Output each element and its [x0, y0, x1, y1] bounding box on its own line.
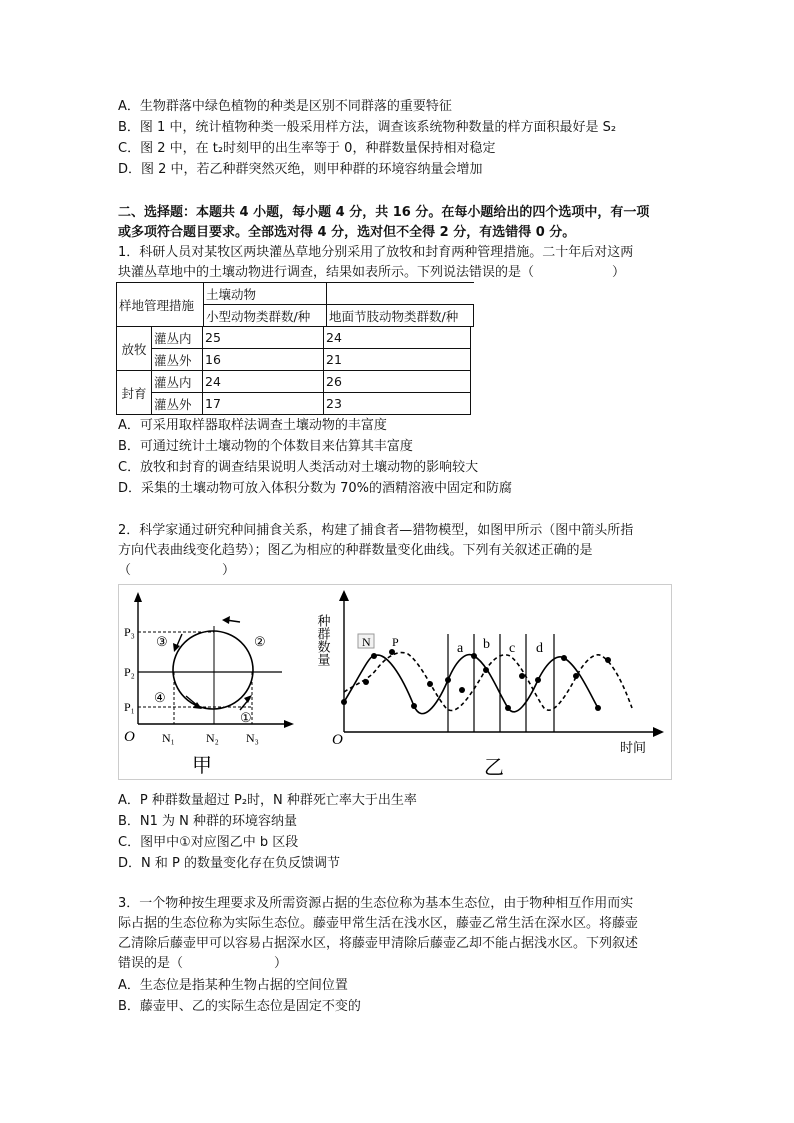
yi-y-arrow: [339, 590, 349, 601]
jia-tick-n1: N₁: [162, 731, 175, 745]
prev-option-c: C．图 2 中，在 t₂时刻甲的出生率等于 0，种群数量保持相对稳定: [118, 141, 496, 156]
diagram-jia: [124, 592, 294, 777]
prev-option-d: D．图 2 中，若乙种群突然灭绝，则甲种群的环境容纳量会增加: [118, 162, 483, 177]
q1-option-b: B．可通过统计土壤动物的个体数目来估算其丰富度: [118, 439, 413, 454]
q2-option-c: C．图甲中①对应图乙中 b 区段: [118, 835, 299, 850]
q1-option-c: C．放牧和封育的调查结果说明人类活动对土壤动物的影响较大: [118, 460, 479, 475]
jia-tick-p2: P₂: [124, 665, 135, 679]
jia-tick-p3: P₃: [124, 625, 135, 639]
table-group-enclosure: 封育: [117, 371, 152, 415]
jia-marker-2: ②: [254, 634, 266, 649]
q1-table: [116, 282, 474, 327]
table-cell-pos: 灌丛内: [152, 327, 203, 349]
yi-x-arrow: [653, 727, 664, 737]
jia-cycle-ellipse: [173, 631, 253, 709]
table-cell-v1: 25: [203, 327, 324, 349]
q2-option-b: B．N1 为 N 种群的环境容纳量: [118, 814, 298, 829]
q3-option-b: B．藤壶甲、乙的实际生态位是固定不变的: [118, 999, 361, 1014]
q1-stem-line2: 块灌丛草地中的土壤动物进行调查，结果如表所示。下列说法错误的是（ ）: [118, 265, 626, 280]
q3-stem-line2: 际占据的生态位称为实际生态位。藤壶甲常生活在浅水区，藤壶乙常生活在深水区。将藤壶: [118, 916, 639, 931]
section-heading-line1: 二、选择题：本题共 4 小题，每小题 4 分，共 16 分。在每小题给出的四个选项中，有一项: [118, 205, 650, 220]
table-header-col1: 小型动物类群数/种: [204, 305, 327, 327]
q3-stem-line4: 错误的是（ ）: [118, 956, 288, 971]
q2-option-a: A．P 种群数量超过 P₂时，N 种群死亡率大于出生率: [118, 793, 417, 808]
q3-option-a: A．生态位是指某种生物占据的空间位置: [118, 978, 348, 993]
yi-xlabel: 时间: [620, 740, 647, 755]
table-header-col2: 地面节肢动物类群数/种: [327, 305, 474, 327]
table-cell-v2: 24: [324, 327, 471, 349]
jia-origin: O: [124, 729, 135, 745]
q1-option-d: D．采集的土壤动物可放入体积分数为 70%的酒精溶液中固定和防腐: [118, 481, 513, 496]
q3-stem-line3: 乙清除后藤壶甲可以容易占据深水区，将藤壶甲清除后藤壶乙却不能占据浅水区。下列叙述: [118, 936, 639, 951]
yi-seg-c: c: [509, 641, 516, 656]
table-cell-v2: 23: [324, 393, 471, 415]
yi-seg-b: b: [483, 637, 490, 652]
yi-ylabel: 种群数量: [315, 614, 331, 666]
q2-figure: [118, 584, 672, 780]
q1-table-body: [116, 326, 471, 415]
yi-legend-n: N: [362, 635, 371, 649]
jia-marker-1: ①: [240, 710, 252, 725]
jia-marker-3: ③: [156, 634, 168, 649]
table-cell-pos: 灌丛内: [152, 371, 203, 393]
yi-origin: O: [332, 732, 343, 748]
q2-stem-line1: 2．科学家通过研究种间捕食关系，构建了捕食者—猎物模型，如图甲所示（图中箭头所指: [118, 523, 634, 538]
q2-option-d: D．N 和 P 的数量变化存在负反馈调节: [118, 856, 340, 871]
diagram-yi: [316, 590, 665, 779]
table-cell-pos: 灌丛外: [152, 349, 203, 371]
yi-curve-n: [344, 655, 598, 714]
yi-seg-d: d: [536, 641, 543, 656]
jia-caption: 甲: [192, 755, 212, 777]
table-cell-v2: 26: [324, 371, 471, 393]
prev-option-b: B．图 1 中，统计植物种类一般采用样方法，调查该系统物种数量的样方面积最好是 S₂: [118, 120, 617, 135]
jia-tick-p1: P₁: [124, 700, 135, 714]
table-header-measure: 样地管理措施: [117, 283, 204, 327]
section-heading-line2: 或多项符合题目要求。全部选对得 4 分，选对但不全得 2 分，有选错得 0 分。: [118, 225, 576, 240]
table-group-grazing: 放牧: [117, 327, 152, 371]
jia-x-arrow: [284, 720, 294, 728]
table-cell-v2: 21: [324, 349, 471, 371]
q2-stem-line2: 方向代表曲线变化趋势）；图乙为相应的种群数量变化曲线。下列有关叙述正确的是: [118, 543, 593, 558]
table-header-group: 土壤动物: [204, 283, 327, 305]
jia-tick-n3: N₃: [246, 731, 259, 745]
yi-legend-p: P: [392, 635, 399, 649]
jia-y-arrow: [134, 592, 142, 602]
q1-option-a: A．可采用取样器取样法调查土壤动物的丰富度: [118, 418, 387, 433]
yi-dots: [341, 649, 611, 711]
yi-seg-a: a: [457, 641, 464, 656]
table-cell-v1: 16: [203, 349, 324, 371]
q1-stem-line1: 1．科研人员对某牧区两块灌丛草地分别采用了放牧和封育两种管理措施。二十年后对这两: [118, 245, 634, 260]
table-cell-v1: 17: [203, 393, 324, 415]
table-cell-v1: 24: [203, 371, 324, 393]
yi-curve-p: [344, 653, 632, 711]
yi-caption: 乙: [484, 757, 504, 779]
q3-stem-line1: 3．一个物种按生理要求及所需资源占据的生态位称为基本生态位，由于物种相互作用而实: [118, 896, 634, 911]
q2-stem-line3: （ ）: [118, 563, 236, 578]
prev-option-a: A．生物群落中绿色植物的种类是区别不同群落的重要特征: [118, 99, 452, 114]
table-cell-pos: 灌丛外: [152, 393, 203, 415]
jia-marker-4: ④: [154, 690, 166, 705]
q2-figure-svg: [118, 584, 672, 780]
jia-tick-n2: N₂: [206, 731, 219, 745]
